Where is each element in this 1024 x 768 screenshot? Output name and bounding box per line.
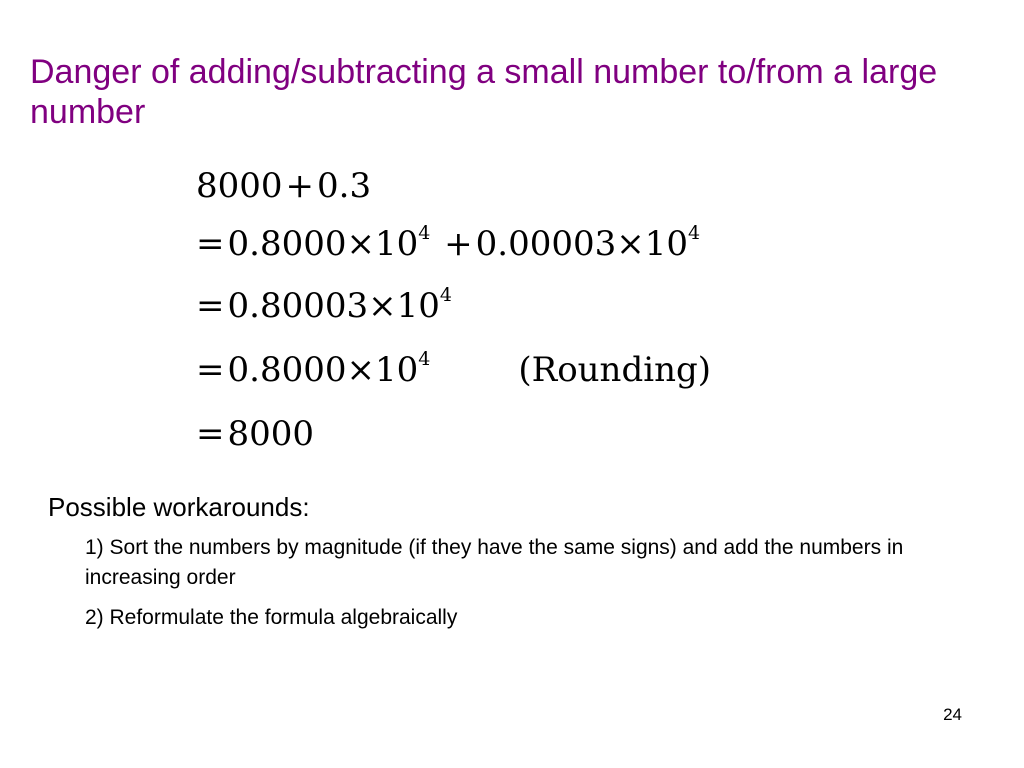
mantissa: 0.80003 [227, 286, 369, 326]
workaround-item: 1) Sort the numbers by magnitude (if they have the same signs) and add the numbers in increasing order [85, 536, 904, 589]
plus-sign: + [285, 166, 315, 206]
mantissa: 0.8000 [227, 350, 347, 390]
workarounds-heading: Possible workarounds: [48, 492, 310, 522]
equation-line-2 [196, 221, 701, 264]
workarounds-section [48, 489, 988, 633]
equation-line-1 [196, 166, 371, 206]
equation-line-3 [196, 283, 452, 326]
equation-line-5 [196, 414, 314, 454]
page-number: 24 [943, 705, 962, 724]
times-sign: × [346, 224, 375, 264]
base: 10 [374, 224, 419, 264]
equals-sign: = [196, 224, 225, 264]
times-sign: × [616, 224, 645, 264]
exponent: 4 [439, 283, 452, 306]
operand: 8000 [196, 166, 283, 206]
workaround-item: 2) Reformulate the formula algebraically [85, 606, 458, 629]
equation-line-4 [196, 347, 712, 390]
times-sign: × [368, 286, 397, 326]
result-value: 8000 [227, 414, 315, 454]
base: 10 [644, 224, 689, 264]
mantissa: 0.00003 [475, 224, 617, 264]
exponent: 4 [418, 221, 431, 244]
mantissa: 0.8000 [227, 224, 347, 264]
plus-sign: + [444, 224, 473, 264]
operand: 0.3 [317, 166, 372, 206]
equals-sign: = [196, 350, 225, 390]
times-sign: × [346, 350, 375, 390]
base: 10 [374, 350, 419, 390]
equals-sign: = [196, 414, 225, 454]
exponent: 4 [418, 347, 431, 370]
exponent: 4 [688, 221, 701, 244]
equals-sign: = [196, 286, 225, 326]
slide-title: Danger of adding/subtracting a small number to/from a large number [30, 53, 938, 131]
rounding-note: (Rounding) [518, 350, 712, 390]
base: 10 [396, 286, 440, 326]
